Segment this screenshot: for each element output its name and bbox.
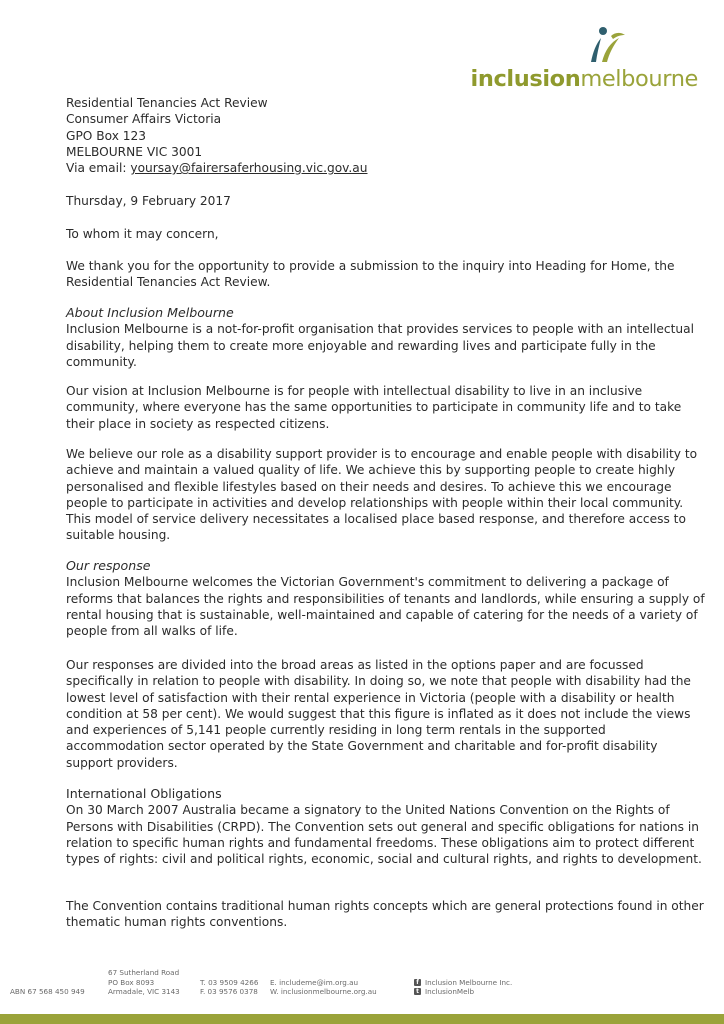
paragraph: Inclusion Melbourne welcomes the Victorian Government's commitment to delivering a package of reforms that balances the rights and responsibilities of tenants and landlords, while ensuring a supply of rental housing that is sustainable, well-maintained and capable of catering for the needs of a variety of people from all walks of life. (66, 575, 705, 639)
footer-suburb: Armadale, VIC 3143 (108, 987, 180, 997)
responses-paragraph (66, 657, 706, 771)
address-line: GPO Box 123 (66, 128, 147, 143)
footer-contact (270, 978, 377, 997)
footer-po-box: PO Box 8093 (108, 977, 155, 987)
email-link[interactable]: yoursay@fairersaferhousing.vic.gov.au (130, 161, 368, 176)
date-text: Thursday, 9 February 2017 (66, 194, 231, 208)
footer-street: 67 Sutherland Road (108, 968, 180, 977)
footer-brand-bar (0, 1014, 724, 1024)
letterhead-footer (0, 968, 724, 1008)
footer-social (414, 978, 512, 997)
paragraph: Inclusion Melbourne is a not-for-profit organisation that provides services to people with an intellectual disability, helping them to create more enjoyable and rewarding lives and participate fully in the community. (66, 322, 694, 369)
footer-address (108, 968, 180, 997)
logo-wordmark (471, 66, 698, 92)
section-heading: About Inclusion Melbourne (66, 305, 234, 320)
paragraph: We believe our role as a disability support provider is to encourage and enable people with disability to achieve and maintain a valued quality of life. We achieve this by supporting people to create highly personalised and flexible lifestyles based on their needs and desires. To achieve this we encourage people to participate in activities and develop relationships with people within their local community. This model of service delivery necessitates a localised place based response, and therefore access to suitable housing. (66, 447, 698, 543)
inclusion-melbourne-mark-icon (583, 26, 629, 66)
salutation-text: To whom it may concern, (66, 227, 219, 241)
section-heading: Our response (66, 558, 151, 573)
international-section (66, 786, 706, 867)
email-line (66, 160, 706, 176)
twitter-row[interactable] (414, 987, 512, 997)
facebook-row[interactable] (414, 978, 512, 988)
footer-fax: F. 03 9576 0378 (200, 987, 258, 997)
response-section (66, 558, 706, 639)
address-line: Consumer Affairs Victoria (66, 112, 222, 127)
recipient-address (66, 95, 706, 176)
twitter-handle: InclusionMelb (425, 987, 475, 997)
salutation (66, 226, 706, 242)
footer-website[interactable]: W. inclusionmelbourne.org.au (270, 987, 377, 997)
role-paragraph (66, 446, 706, 544)
paragraph: The Convention contains traditional human rights concepts which are general protections found in other thematic human rights conventions. (66, 899, 704, 930)
paragraph: Our responses are divided into the broad areas as listed in the options paper and are focussed specifically in relation to people with disability. In doing so, we note that people with disability had the lowest level of satisfaction with their rental experience in Victoria (people with a disability or health condition at 58 per cent). We would suggest that this figure is inflated as it does not include the views and experiences of 5,141 people currently residing in long term rentals in the supported accommodation sector operated by the State Government and charitable and for-profit disability support providers. (66, 658, 691, 770)
address-line: Residential Tenancies Act Review (66, 96, 268, 110)
convention-paragraph (66, 898, 706, 931)
facebook-handle: Inclusion Melbourne Inc. (425, 977, 513, 987)
footer-phone (200, 978, 258, 997)
vision-paragraph (66, 383, 706, 432)
paragraph: Our vision at Inclusion Melbourne is for people with intellectual disability to live in an inclusive community, where everyone has the same opportunities to participate in community life and to take their place in society as respected citizens. (66, 384, 682, 431)
about-section (66, 305, 706, 370)
address-line: MELBOURNE VIC 3001 (66, 144, 203, 159)
footer-telephone: T. 03 9509 4266 (200, 977, 259, 987)
email-prefix: Via email: (66, 161, 131, 176)
intro-paragraph (66, 258, 706, 291)
logo-wordmark-regular: melbourne (580, 66, 698, 92)
logo (470, 26, 698, 96)
section-heading: International Obligations (66, 786, 222, 801)
footer-email[interactable]: E. includeme@im.org.au (270, 977, 359, 987)
logo-wordmark-bold: inclusion (470, 66, 581, 92)
letter-date (66, 193, 706, 209)
intro-text: We thank you for the opportunity to provide a submission to the inquiry into Heading for Home, the Residential Tenancies Act Review. (66, 259, 675, 290)
paragraph: On 30 March 2007 Australia became a signatory to the United Nations Convention on the Rights of Persons with Disabilities (CRPD). The Convention sets out general and specific obligations for nations in relation to specific human rights and fundamental freedoms. These obligations aim to protect different types of rights: civil and political rights, economic, social and cultural rights, and rights to development. (66, 803, 702, 867)
facebook-icon: f (414, 979, 421, 986)
footer-abn: ABN 67 568 450 949 (10, 987, 85, 996)
twitter-icon: t (414, 988, 421, 995)
